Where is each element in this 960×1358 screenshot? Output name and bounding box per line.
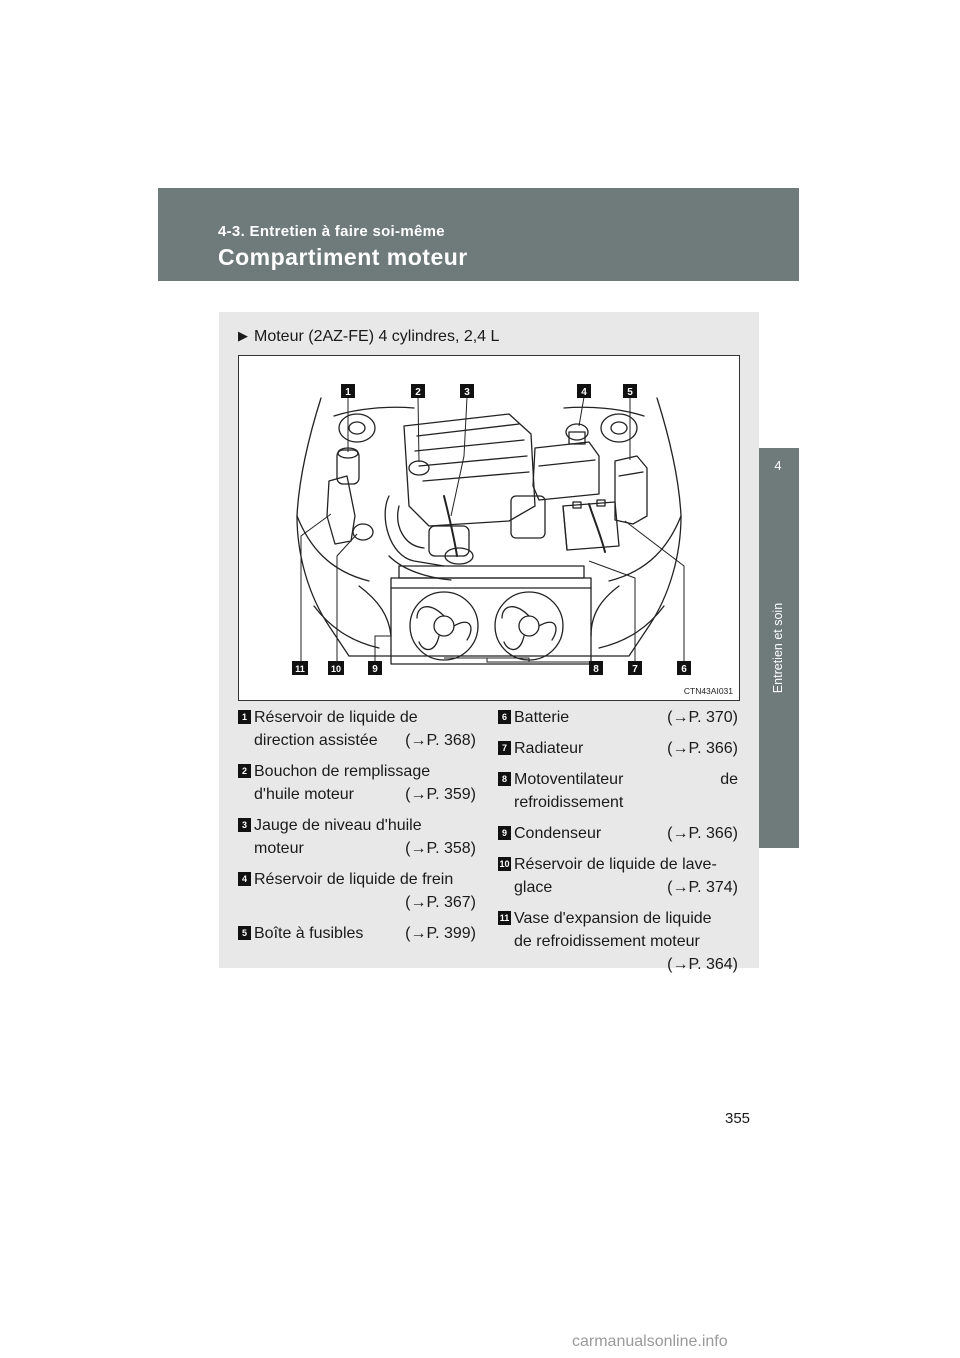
side-tab-number: 4 bbox=[774, 458, 782, 473]
engine-compartment-panel bbox=[219, 312, 759, 973]
item-number-badge: 1 bbox=[238, 710, 251, 724]
triangle-right-icon: ▶ bbox=[238, 328, 248, 343]
page-ref[interactable]: (→P. 358) bbox=[405, 840, 476, 857]
item-number-badge: 7 bbox=[498, 741, 511, 755]
item-line: Réservoir de liquide de lave- bbox=[514, 856, 717, 873]
item-number-badge: 2 bbox=[238, 764, 251, 778]
callout-7: 7 bbox=[632, 664, 638, 675]
item-line: Radiateur bbox=[514, 740, 584, 757]
chapter-side-tab[interactable] bbox=[757, 448, 799, 848]
callout-4: 4 bbox=[581, 387, 587, 398]
list-item bbox=[238, 868, 476, 914]
item-line: d'huile moteur bbox=[254, 786, 354, 803]
callout-3: 3 bbox=[464, 387, 470, 398]
item-line: Condenseur bbox=[514, 825, 602, 842]
item-number-badge: 10 bbox=[499, 859, 510, 869]
watermark: carmanualsonline.info bbox=[572, 1333, 728, 1350]
callout-8: 8 bbox=[593, 664, 599, 675]
list-item bbox=[498, 822, 738, 845]
list-item bbox=[238, 814, 476, 860]
item-number-badge: 4 bbox=[238, 872, 251, 886]
callout-5: 5 bbox=[627, 387, 633, 398]
item-line: refroidissement bbox=[514, 794, 624, 811]
item-number-badge: 9 bbox=[498, 826, 511, 840]
item-line: direction assistée bbox=[254, 732, 378, 749]
item-number-badge: 5 bbox=[238, 926, 251, 940]
list-item bbox=[498, 907, 738, 976]
item-number-badge: 6 bbox=[498, 710, 511, 724]
item-line: Bouchon de remplissage bbox=[254, 763, 431, 780]
engine-illustration bbox=[238, 355, 740, 701]
page-ref[interactable]: (→P. 368) bbox=[405, 732, 476, 749]
item-number-badge: 8 bbox=[498, 772, 511, 786]
chapter-header bbox=[158, 188, 799, 281]
item-line: Boîte à fusibles bbox=[254, 925, 364, 942]
section-label: 4-3. Entretien à faire soi-même bbox=[218, 223, 445, 240]
item-line: Réservoir de liquide de bbox=[254, 709, 418, 726]
callout-6: 6 bbox=[681, 664, 687, 675]
item-line: Vase d'expansion de liquide bbox=[514, 910, 712, 927]
item-line: moteur bbox=[254, 840, 304, 857]
list-item bbox=[498, 706, 738, 729]
item-number-badge: 3 bbox=[238, 818, 251, 832]
list-item bbox=[498, 768, 738, 814]
page-ref[interactable]: (→P. 359) bbox=[405, 786, 476, 803]
page-ref[interactable]: (→P. 366) bbox=[667, 825, 738, 842]
item-line: glace bbox=[514, 879, 553, 896]
engine-drawing bbox=[239, 356, 739, 700]
list-item bbox=[498, 737, 738, 760]
parts-list-right bbox=[498, 706, 738, 984]
panel-heading bbox=[238, 328, 499, 346]
page-ref[interactable]: (→P. 399) bbox=[405, 925, 476, 942]
item-line: Jauge de niveau d'huile bbox=[254, 817, 422, 834]
list-item bbox=[238, 706, 476, 752]
callout-1: 1 bbox=[345, 387, 351, 398]
callout-9: 9 bbox=[372, 664, 378, 675]
side-tab-label: Entretien et soin bbox=[771, 602, 785, 694]
panel-heading-text: Moteur (2AZ-FE) 4 cylindres, 2,4 L bbox=[254, 328, 500, 345]
callout-10: 10 bbox=[330, 664, 342, 674]
page-ref[interactable]: (→P. 366) bbox=[667, 740, 738, 757]
list-item bbox=[238, 922, 476, 945]
item-number-badge: 11 bbox=[499, 913, 510, 923]
item-line: Réservoir de liquide de frein bbox=[254, 871, 454, 888]
parts-list-left bbox=[238, 706, 476, 953]
list-item bbox=[238, 760, 476, 806]
page-ref[interactable]: (→P. 367) bbox=[405, 894, 476, 911]
list-item bbox=[498, 853, 738, 899]
page-title: Compartiment moteur bbox=[218, 244, 468, 270]
figure-code: CTN43AI031 bbox=[683, 686, 733, 696]
page-ref[interactable]: (→P. 374) bbox=[667, 879, 738, 896]
page-number: 355 bbox=[725, 1110, 751, 1127]
item-line: Motoventilateur de bbox=[514, 771, 738, 788]
page-ref[interactable]: (→P. 370) bbox=[667, 709, 738, 726]
callout-2: 2 bbox=[415, 387, 421, 398]
callout-11: 11 bbox=[295, 664, 305, 674]
item-line: de refroidissement moteur bbox=[514, 933, 700, 950]
page-ref[interactable]: (→P. 364) bbox=[667, 956, 738, 973]
item-line: Batterie bbox=[514, 709, 570, 726]
